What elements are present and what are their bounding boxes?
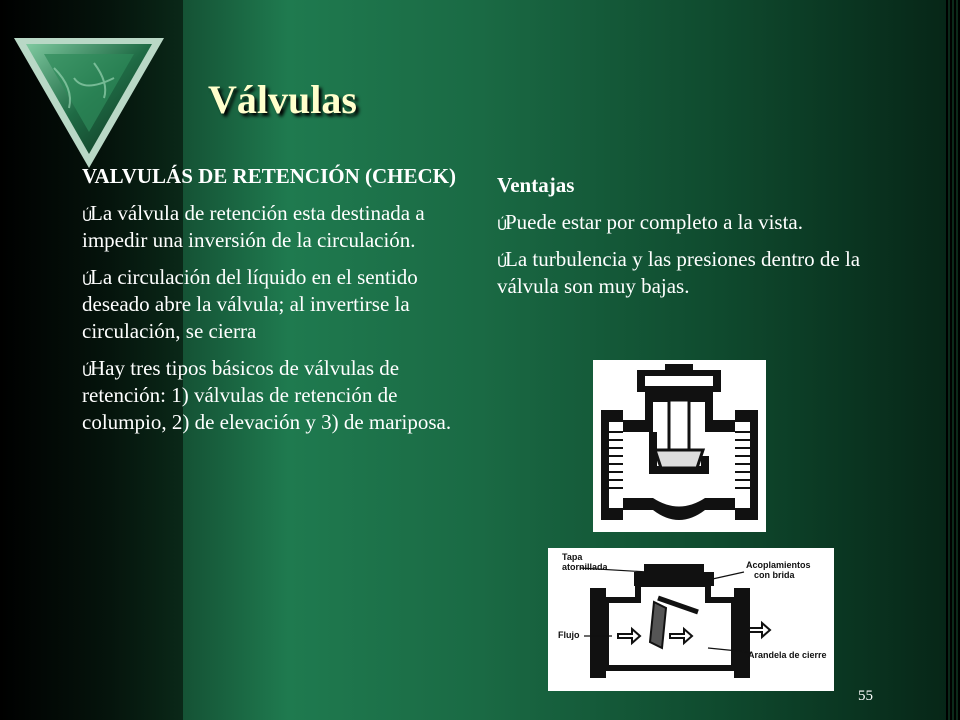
swing-check-valve-diagram <box>548 548 834 691</box>
left-column <box>82 163 472 436</box>
left-paragraph <box>82 264 472 345</box>
right-paragraph-text: La turbulencia y las presiones dentro de la válvula son muy bajas. <box>497 247 861 298</box>
bullet-icon: Ú <box>497 255 508 271</box>
bullet-icon: Ú <box>497 218 508 234</box>
left-paragraph <box>82 355 472 436</box>
diagram-label-flujo: Flujo <box>558 630 580 640</box>
diagram-label-tapa: Tapa <box>562 552 583 562</box>
left-paragraph <box>82 200 472 254</box>
diagram-label-con-brida: con brida <box>754 570 795 580</box>
check-valve-diagram <box>593 360 766 532</box>
diagram-label-acoplamientos: Acoplamientos <box>746 560 811 570</box>
bullet-icon: Ú <box>82 209 93 225</box>
left-paragraph-text: La válvula de retención esta destinada a impedir una inversión de la circulación. <box>82 201 425 252</box>
right-decorative-stripes <box>946 0 960 720</box>
triangle-logo-icon <box>14 38 164 168</box>
page-number: 55 <box>858 688 873 704</box>
right-heading: Ventajas <box>497 173 575 197</box>
left-heading: VALVULÁS DE RETENCIÓN (CHECK) <box>82 164 456 188</box>
right-paragraph-text: Puede estar por completo a la vista. <box>505 210 803 234</box>
bullet-icon: Ú <box>82 364 93 380</box>
right-column <box>497 172 897 300</box>
slide-title: Válvulas <box>208 77 357 122</box>
left-paragraph-text: Hay tres tipos básicos de válvulas de retención: 1) válvulas de retención de columpio, 2) de elevación y 3) de mariposa. <box>82 356 452 434</box>
right-paragraph <box>497 246 897 300</box>
diagram-label-atornillada: atornillada <box>562 562 608 572</box>
left-paragraph-text: La circulación del líquido en el sentido deseado abre la válvula; al invertirse la circulación, se cierra <box>82 265 418 343</box>
right-paragraph <box>497 209 897 236</box>
diagram-label-arandela: Arandela de cierre <box>748 650 827 660</box>
bullet-icon: Ú <box>82 273 93 289</box>
